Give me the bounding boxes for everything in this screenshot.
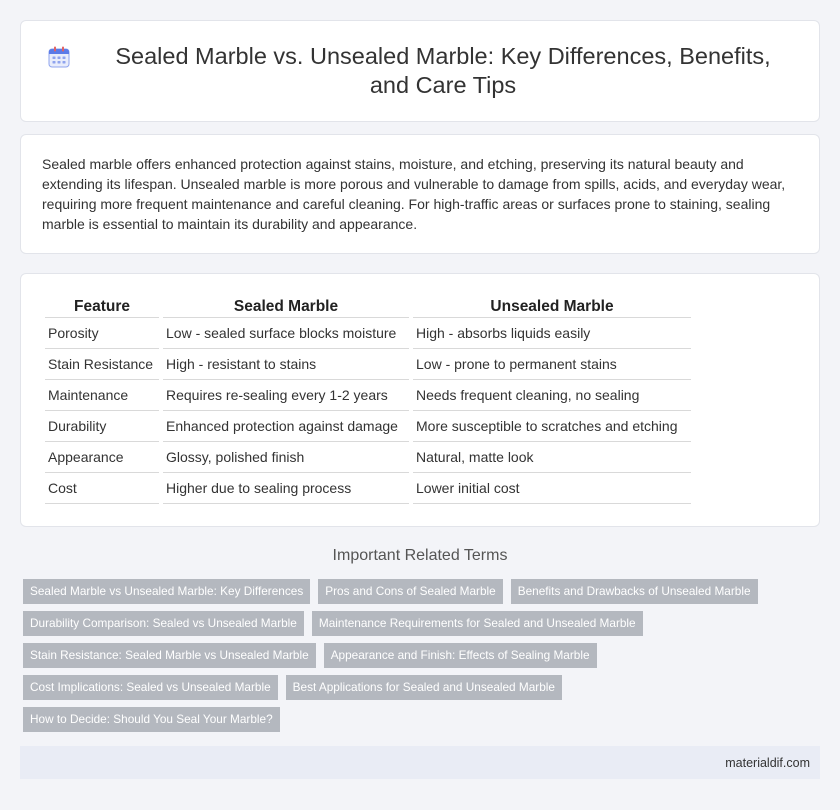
cell-feature: Porosity (45, 318, 159, 349)
related-term-link[interactable]: Benefits and Drawbacks of Unsealed Marble (511, 579, 758, 604)
cell-sealed: Requires re-sealing every 1-2 years (163, 380, 409, 411)
cell-unsealed: Needs frequent cleaning, no sealing (413, 380, 691, 411)
cell-unsealed: More susceptible to scratches and etching (413, 411, 691, 442)
related-terms-title: Important Related Terms (332, 547, 508, 564)
cell-sealed: Glossy, polished finish (163, 442, 409, 473)
cell-feature: Maintenance (45, 380, 159, 411)
cell-feature: Durability (45, 411, 159, 442)
header-inner (40, 42, 800, 100)
site-link[interactable]: materialdif.com (725, 755, 810, 770)
table-row (45, 380, 691, 411)
cell-unsealed: Natural, matte look (413, 442, 691, 473)
header-card (20, 20, 820, 122)
comparison-table-card (20, 273, 820, 527)
footer (20, 746, 820, 779)
cell-feature: Stain Resistance (45, 349, 159, 380)
related-term-link[interactable]: How to Decide: Should You Seal Your Marble? (23, 707, 280, 732)
cell-unsealed: Lower initial cost (413, 473, 691, 504)
related-term-link[interactable]: Best Applications for Sealed and Unsealed Marble (286, 675, 562, 700)
related-term-link[interactable]: Appearance and Finish: Effects of Sealing Marble (324, 643, 597, 668)
header-sealed-marble: Sealed Marble (163, 294, 409, 318)
intro-card (20, 134, 820, 254)
table-row (45, 411, 691, 442)
related-term-link[interactable]: Durability Comparison: Sealed vs Unsealed Marble (23, 611, 304, 636)
table-row (45, 349, 691, 380)
header-unsealed-marble: Unsealed Marble (413, 294, 691, 318)
table-header-row (45, 294, 691, 318)
header-feature: Feature (45, 294, 159, 318)
related-term-link[interactable]: Pros and Cons of Sealed Marble (318, 579, 503, 604)
related-terms-list (23, 579, 813, 739)
related-term-link[interactable]: Cost Implications: Sealed vs Unsealed Marble (23, 675, 278, 700)
cell-unsealed: High - absorbs liquids easily (413, 318, 691, 349)
table-row (45, 473, 691, 504)
table-row (45, 442, 691, 473)
intro-paragraph: Sealed marble offers enhanced protection against stains, moisture, and etching, preserving its natural beauty and extending its lifespan. Unsealed marble is more porous and vulnerable to damage from spills, acids, and everyday wear, requiring more frequent maintenance and careful cleaning. For high-traffic areas or surfaces prone to staining, sealing marble is essential to maintain its durability and appearance. (42, 156, 786, 232)
cell-sealed: Higher due to sealing process (163, 473, 409, 504)
cell-feature: Appearance (45, 442, 159, 473)
cell-unsealed: Low - prone to permanent stains (413, 349, 691, 380)
cell-sealed: Low - sealed surface blocks moisture (163, 318, 409, 349)
cell-sealed: Enhanced protection against damage (163, 411, 409, 442)
comparison-table (41, 294, 695, 504)
related-term-link[interactable]: Sealed Marble vs Unsealed Marble: Key Differences (23, 579, 310, 604)
table-row (45, 318, 691, 349)
cell-feature: Cost (45, 473, 159, 504)
related-term-link[interactable]: Stain Resistance: Sealed Marble vs Unsealed Marble (23, 643, 316, 668)
related-term-link[interactable]: Maintenance Requirements for Sealed and Unsealed Marble (312, 611, 643, 636)
cell-sealed: High - resistant to stains (163, 349, 409, 380)
page-title: Sealed Marble vs. Unsealed Marble: Key Differences, Benefits, and Care Tips (115, 43, 771, 98)
calendar-icon (47, 45, 71, 69)
